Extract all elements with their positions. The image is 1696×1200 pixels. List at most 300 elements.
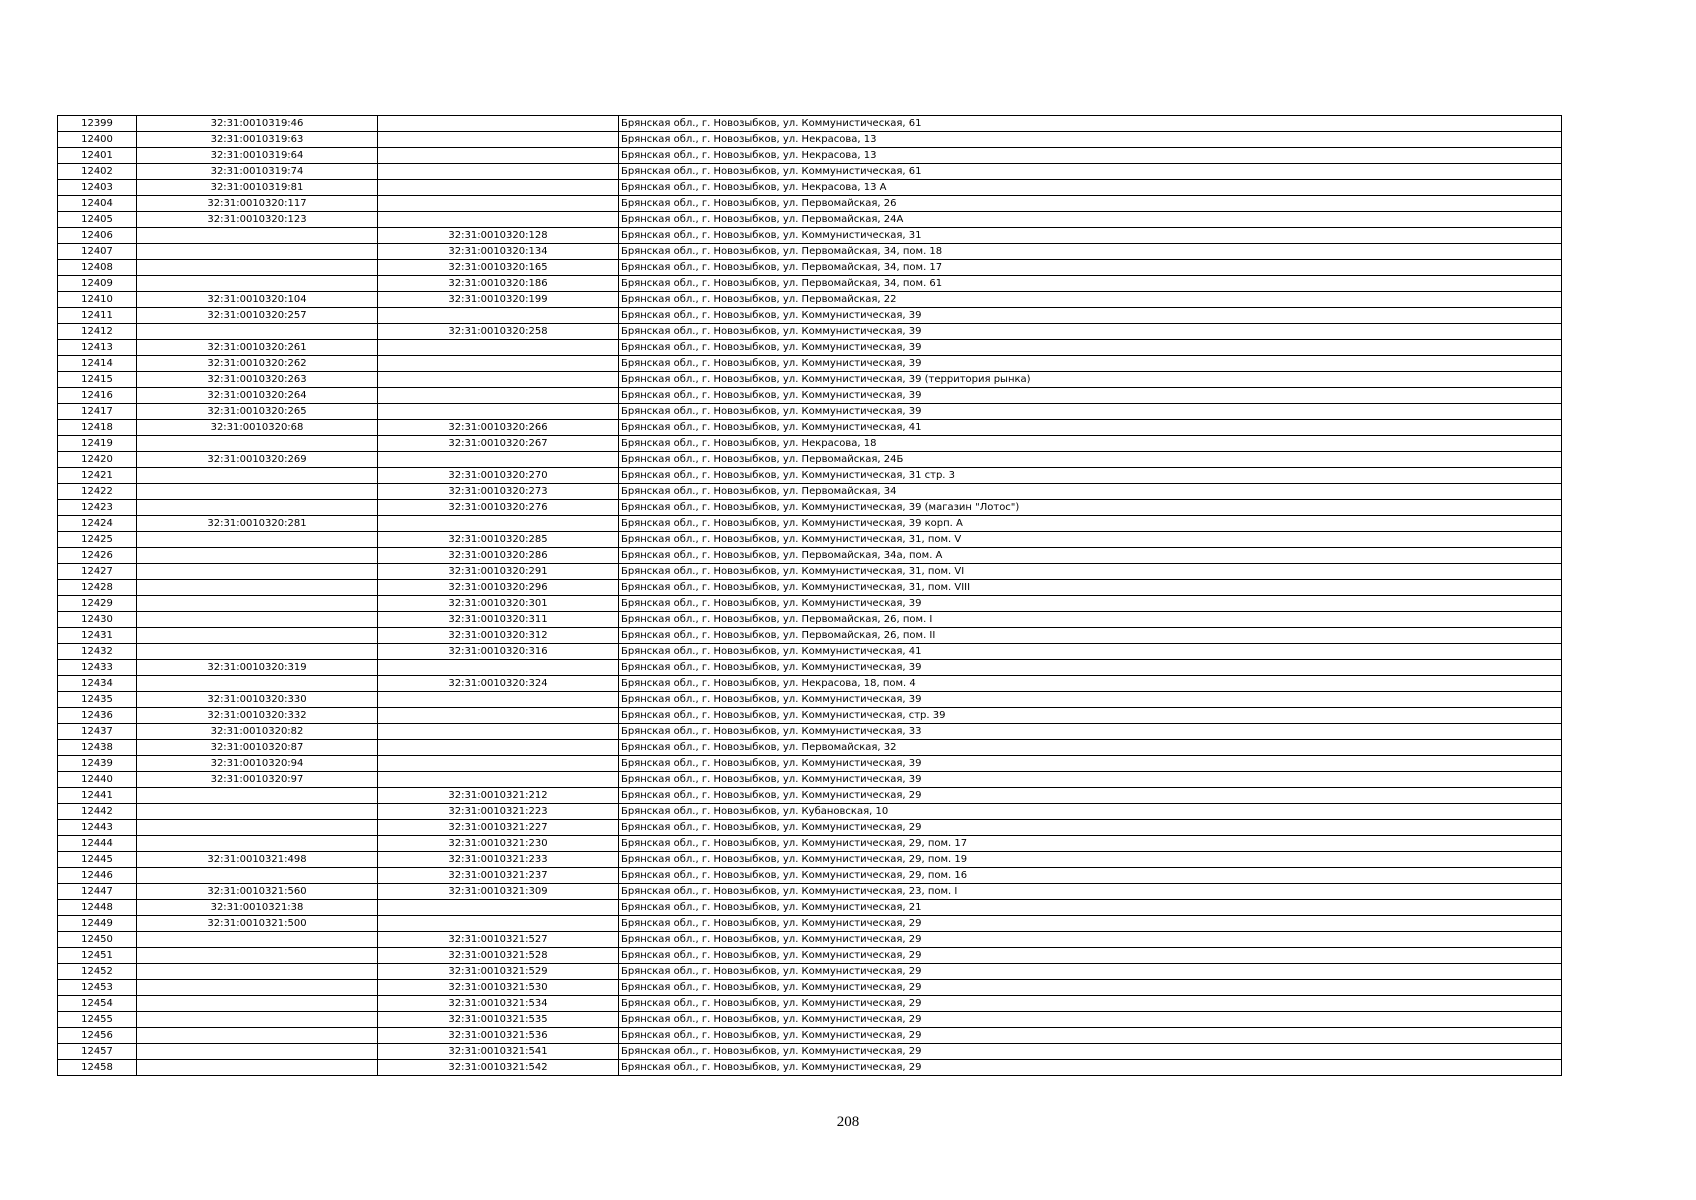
parcel-number-cell: 32:31:0010320:281 xyxy=(137,516,378,532)
parcel-number-cell: 32:31:0010320:68 xyxy=(137,420,378,436)
row-number-cell: 12457 xyxy=(58,1044,137,1060)
address-cell: Брянская обл., г. Новозыбков, ул. Коммунистическая, 39 xyxy=(619,772,1562,788)
parcel-number-cell: 32:31:0010320:257 xyxy=(137,308,378,324)
row-number-cell: 12424 xyxy=(58,516,137,532)
building-number-cell xyxy=(378,916,619,932)
address-cell: Брянская обл., г. Новозыбков, ул. Первомайская, 26, пом. II xyxy=(619,628,1562,644)
parcel-number-cell xyxy=(137,980,378,996)
parcel-number-cell xyxy=(137,612,378,628)
address-cell: Брянская обл., г. Новозыбков, ул. Коммунистическая, 29 xyxy=(619,916,1562,932)
row-number-cell: 12406 xyxy=(58,228,137,244)
building-number-cell: 32:31:0010321:530 xyxy=(378,980,619,996)
row-number-cell: 12444 xyxy=(58,836,137,852)
row-number-cell: 12411 xyxy=(58,308,137,324)
row-number-cell: 12416 xyxy=(58,388,137,404)
row-number-cell: 12443 xyxy=(58,820,137,836)
parcel-number-cell: 32:31:0010320:82 xyxy=(137,724,378,740)
table-row xyxy=(58,484,1562,500)
row-number-cell: 12435 xyxy=(58,692,137,708)
building-number-cell xyxy=(378,340,619,356)
row-number-cell: 12441 xyxy=(58,788,137,804)
parcel-number-cell: 32:31:0010320:265 xyxy=(137,404,378,420)
parcel-number-cell: 32:31:0010320:330 xyxy=(137,692,378,708)
address-cell: Брянская обл., г. Новозыбков, ул. Коммунистическая, 29 xyxy=(619,788,1562,804)
address-cell: Брянская обл., г. Новозыбков, ул. Коммунистическая, 21 xyxy=(619,900,1562,916)
table-row xyxy=(58,404,1562,420)
address-cell: Брянская обл., г. Новозыбков, ул. Коммунистическая, 33 xyxy=(619,724,1562,740)
building-number-cell: 32:31:0010320:134 xyxy=(378,244,619,260)
row-number-cell: 12453 xyxy=(58,980,137,996)
table-row xyxy=(58,244,1562,260)
table-row xyxy=(58,772,1562,788)
address-cell: Брянская обл., г. Новозыбков, ул. Коммунистическая, 29 xyxy=(619,948,1562,964)
address-cell: Брянская обл., г. Новозыбков, ул. Коммунистическая, 39 xyxy=(619,596,1562,612)
building-number-cell xyxy=(378,180,619,196)
parcel-number-cell xyxy=(137,1044,378,1060)
address-cell: Брянская обл., г. Новозыбков, ул. Некрасова, 18 xyxy=(619,436,1562,452)
building-number-cell: 32:31:0010320:186 xyxy=(378,276,619,292)
parcel-number-cell: 32:31:0010320:97 xyxy=(137,772,378,788)
table-row xyxy=(58,164,1562,180)
building-number-cell: 32:31:0010321:233 xyxy=(378,852,619,868)
row-number-cell: 12418 xyxy=(58,420,137,436)
parcel-number-cell xyxy=(137,932,378,948)
parcel-number-cell xyxy=(137,996,378,1012)
building-number-cell: 32:31:0010321:535 xyxy=(378,1012,619,1028)
address-cell: Брянская обл., г. Новозыбков, ул. Коммунистическая, 29 xyxy=(619,1012,1562,1028)
row-number-cell: 12408 xyxy=(58,260,137,276)
address-cell: Брянская обл., г. Новозыбков, ул. Коммунистическая, 29, пом. 19 xyxy=(619,852,1562,868)
table-row xyxy=(58,436,1562,452)
table-row xyxy=(58,516,1562,532)
row-number-cell: 12404 xyxy=(58,196,137,212)
row-number-cell: 12454 xyxy=(58,996,137,1012)
building-number-cell: 32:31:0010320:258 xyxy=(378,324,619,340)
address-cell: Брянская обл., г. Новозыбков, ул. Коммунистическая, 29, пом. 16 xyxy=(619,868,1562,884)
parcel-number-cell: 32:31:0010320:269 xyxy=(137,452,378,468)
table-row xyxy=(58,724,1562,740)
building-number-cell xyxy=(378,196,619,212)
address-cell: Брянская обл., г. Новозыбков, ул. Коммунистическая, 39 (магазин "Лотос") xyxy=(619,500,1562,516)
address-cell: Брянская обл., г. Новозыбков, ул. Первомайская, 24А xyxy=(619,212,1562,228)
parcel-number-cell xyxy=(137,644,378,660)
building-number-cell xyxy=(378,404,619,420)
address-cell: Брянская обл., г. Новозыбков, ул. Коммунистическая, 41 xyxy=(619,644,1562,660)
table-row xyxy=(58,548,1562,564)
building-number-cell: 32:31:0010320:270 xyxy=(378,468,619,484)
parcel-number-cell xyxy=(137,228,378,244)
building-number-cell: 32:31:0010320:316 xyxy=(378,644,619,660)
parcel-number-cell xyxy=(137,468,378,484)
building-number-cell xyxy=(378,740,619,756)
parcel-number-cell: 32:31:0010320:94 xyxy=(137,756,378,772)
building-number-cell xyxy=(378,516,619,532)
row-number-cell: 12407 xyxy=(58,244,137,260)
building-number-cell: 32:31:0010320:267 xyxy=(378,436,619,452)
address-cell: Брянская обл., г. Новозыбков, ул. Первомайская, 34, пом. 17 xyxy=(619,260,1562,276)
row-number-cell: 12410 xyxy=(58,292,137,308)
building-number-cell: 32:31:0010321:309 xyxy=(378,884,619,900)
building-number-cell xyxy=(378,212,619,228)
row-number-cell: 12430 xyxy=(58,612,137,628)
parcel-number-cell: 32:31:0010319:64 xyxy=(137,148,378,164)
address-cell: Брянская обл., г. Новозыбков, ул. Некрасова, 13 А xyxy=(619,180,1562,196)
parcel-number-cell xyxy=(137,500,378,516)
table-row xyxy=(58,884,1562,900)
row-number-cell: 12438 xyxy=(58,740,137,756)
row-number-cell: 12450 xyxy=(58,932,137,948)
row-number-cell: 12399 xyxy=(58,116,137,132)
parcel-number-cell: 32:31:0010320:123 xyxy=(137,212,378,228)
building-number-cell: 32:31:0010320:128 xyxy=(378,228,619,244)
table-row xyxy=(58,452,1562,468)
address-cell: Брянская обл., г. Новозыбков, ул. Первомайская, 34, пом. 18 xyxy=(619,244,1562,260)
table-row xyxy=(58,612,1562,628)
parcel-number-cell: 32:31:0010320:319 xyxy=(137,660,378,676)
row-number-cell: 12458 xyxy=(58,1060,137,1076)
table-row xyxy=(58,228,1562,244)
building-number-cell xyxy=(378,452,619,468)
address-cell: Брянская обл., г. Новозыбков, ул. Коммунистическая, 31, пом. VI xyxy=(619,564,1562,580)
building-number-cell: 32:31:0010320:312 xyxy=(378,628,619,644)
parcel-number-cell: 32:31:0010320:332 xyxy=(137,708,378,724)
address-cell: Брянская обл., г. Новозыбков, ул. Коммунистическая, стр. 39 xyxy=(619,708,1562,724)
parcel-number-cell xyxy=(137,820,378,836)
building-number-cell: 32:31:0010321:529 xyxy=(378,964,619,980)
table-row xyxy=(58,756,1562,772)
building-number-cell xyxy=(378,692,619,708)
table-row xyxy=(58,212,1562,228)
row-number-cell: 12425 xyxy=(58,532,137,548)
parcel-number-cell xyxy=(137,596,378,612)
parcel-number-cell: 32:31:0010319:74 xyxy=(137,164,378,180)
address-cell: Брянская обл., г. Новозыбков, ул. Первомайская, 26, пом. I xyxy=(619,612,1562,628)
building-number-cell: 32:31:0010320:266 xyxy=(378,420,619,436)
address-cell: Брянская обл., г. Новозыбков, ул. Коммунистическая, 29 xyxy=(619,1044,1562,1060)
parcel-number-cell xyxy=(137,628,378,644)
building-number-cell: 32:31:0010321:542 xyxy=(378,1060,619,1076)
row-number-cell: 12413 xyxy=(58,340,137,356)
row-number-cell: 12437 xyxy=(58,724,137,740)
parcel-number-cell xyxy=(137,260,378,276)
table-row xyxy=(58,116,1562,132)
row-number-cell: 12452 xyxy=(58,964,137,980)
address-cell: Брянская обл., г. Новозыбков, ул. Коммунистическая, 39 xyxy=(619,404,1562,420)
table-row xyxy=(58,132,1562,148)
table-row xyxy=(58,708,1562,724)
parcel-number-cell: 32:31:0010321:500 xyxy=(137,916,378,932)
address-cell: Брянская обл., г. Новозыбков, ул. Коммунистическая, 61 xyxy=(619,116,1562,132)
row-number-cell: 12426 xyxy=(58,548,137,564)
address-cell: Брянская обл., г. Новозыбков, ул. Коммунистическая, 39 xyxy=(619,660,1562,676)
table-row xyxy=(58,788,1562,804)
row-number-cell: 12440 xyxy=(58,772,137,788)
building-number-cell: 32:31:0010320:324 xyxy=(378,676,619,692)
building-number-cell xyxy=(378,116,619,132)
address-cell: Брянская обл., г. Новозыбков, ул. Коммунистическая, 29 xyxy=(619,1060,1562,1076)
building-number-cell xyxy=(378,372,619,388)
table-row xyxy=(58,660,1562,676)
building-number-cell: 32:31:0010321:212 xyxy=(378,788,619,804)
table-row xyxy=(58,980,1562,996)
row-number-cell: 12402 xyxy=(58,164,137,180)
row-number-cell: 12434 xyxy=(58,676,137,692)
address-cell: Брянская обл., г. Новозыбков, ул. Некрасова, 13 xyxy=(619,148,1562,164)
row-number-cell: 12415 xyxy=(58,372,137,388)
table-row xyxy=(58,836,1562,852)
parcel-number-cell xyxy=(137,548,378,564)
parcel-number-cell: 32:31:0010320:117 xyxy=(137,196,378,212)
parcel-number-cell xyxy=(137,436,378,452)
row-number-cell: 12427 xyxy=(58,564,137,580)
table-row xyxy=(58,340,1562,356)
row-number-cell: 12417 xyxy=(58,404,137,420)
address-cell: Брянская обл., г. Новозыбков, ул. Первомайская, 32 xyxy=(619,740,1562,756)
row-number-cell: 12405 xyxy=(58,212,137,228)
building-number-cell: 32:31:0010321:230 xyxy=(378,836,619,852)
address-cell: Брянская обл., г. Новозыбков, ул. Коммунистическая, 29 xyxy=(619,1028,1562,1044)
row-number-cell: 12401 xyxy=(58,148,137,164)
table-row xyxy=(58,500,1562,516)
address-cell: Брянская обл., г. Новозыбков, ул. Кубановская, 10 xyxy=(619,804,1562,820)
table-row xyxy=(58,916,1562,932)
row-number-cell: 12448 xyxy=(58,900,137,916)
table-row xyxy=(58,324,1562,340)
table-row xyxy=(58,868,1562,884)
parcel-number-cell: 32:31:0010319:63 xyxy=(137,132,378,148)
parcel-number-cell xyxy=(137,964,378,980)
parcel-number-cell xyxy=(137,580,378,596)
address-cell: Брянская обл., г. Новозыбков, ул. Коммунистическая, 23, пом. I xyxy=(619,884,1562,900)
parcel-number-cell: 32:31:0010321:560 xyxy=(137,884,378,900)
building-number-cell xyxy=(378,164,619,180)
row-number-cell: 12428 xyxy=(58,580,137,596)
parcel-number-cell: 32:31:0010319:46 xyxy=(137,116,378,132)
parcel-number-cell: 32:31:0010319:81 xyxy=(137,180,378,196)
address-cell: Брянская обл., г. Новозыбков, ул. Первомайская, 22 xyxy=(619,292,1562,308)
parcel-number-cell xyxy=(137,948,378,964)
address-cell: Брянская обл., г. Новозыбков, ул. Коммунистическая, 39 xyxy=(619,692,1562,708)
address-cell: Брянская обл., г. Новозыбков, ул. Первомайская, 34а, пом. А xyxy=(619,548,1562,564)
registry-table xyxy=(57,115,1562,1076)
building-number-cell xyxy=(378,772,619,788)
parcel-number-cell: 32:31:0010321:498 xyxy=(137,852,378,868)
address-cell: Брянская обл., г. Новозыбков, ул. Коммунистическая, 39 корп. А xyxy=(619,516,1562,532)
table-row xyxy=(58,628,1562,644)
address-cell: Брянская обл., г. Новозыбков, ул. Первомайская, 24Б xyxy=(619,452,1562,468)
building-number-cell: 32:31:0010321:227 xyxy=(378,820,619,836)
parcel-number-cell xyxy=(137,868,378,884)
row-number-cell: 12420 xyxy=(58,452,137,468)
parcel-number-cell: 32:31:0010320:261 xyxy=(137,340,378,356)
row-number-cell: 12431 xyxy=(58,628,137,644)
table-row xyxy=(58,692,1562,708)
parcel-number-cell: 32:31:0010320:87 xyxy=(137,740,378,756)
address-cell: Брянская обл., г. Новозыбков, ул. Коммунистическая, 39 xyxy=(619,388,1562,404)
row-number-cell: 12456 xyxy=(58,1028,137,1044)
parcel-number-cell xyxy=(137,484,378,500)
address-cell: Брянская обл., г. Новозыбков, ул. Первомайская, 34, пом. 61 xyxy=(619,276,1562,292)
row-number-cell: 12419 xyxy=(58,436,137,452)
building-number-cell xyxy=(378,308,619,324)
row-number-cell: 12447 xyxy=(58,884,137,900)
table-row xyxy=(58,580,1562,596)
parcel-number-cell: 32:31:0010320:104 xyxy=(137,292,378,308)
table-row xyxy=(58,820,1562,836)
building-number-cell: 32:31:0010321:541 xyxy=(378,1044,619,1060)
row-number-cell: 12449 xyxy=(58,916,137,932)
parcel-number-cell: 32:31:0010320:262 xyxy=(137,356,378,372)
row-number-cell: 12433 xyxy=(58,660,137,676)
building-number-cell: 32:31:0010320:285 xyxy=(378,532,619,548)
building-number-cell: 32:31:0010321:534 xyxy=(378,996,619,1012)
row-number-cell: 12423 xyxy=(58,500,137,516)
row-number-cell: 12451 xyxy=(58,948,137,964)
address-cell: Брянская обл., г. Новозыбков, ул. Коммунистическая, 31, пом. VIII xyxy=(619,580,1562,596)
table-row xyxy=(58,1044,1562,1060)
row-number-cell: 12439 xyxy=(58,756,137,772)
address-cell: Брянская обл., г. Новозыбков, ул. Коммунистическая, 41 xyxy=(619,420,1562,436)
table-row xyxy=(58,180,1562,196)
address-cell: Брянская обл., г. Новозыбков, ул. Коммунистическая, 39 xyxy=(619,356,1562,372)
parcel-number-cell xyxy=(137,676,378,692)
table-row xyxy=(58,1028,1562,1044)
row-number-cell: 12442 xyxy=(58,804,137,820)
row-number-cell: 12429 xyxy=(58,596,137,612)
parcel-number-cell xyxy=(137,836,378,852)
building-number-cell xyxy=(378,132,619,148)
parcel-number-cell: 32:31:0010320:264 xyxy=(137,388,378,404)
address-cell: Брянская обл., г. Новозыбков, ул. Коммунистическая, 39 (территория рынка) xyxy=(619,372,1562,388)
table-row xyxy=(58,596,1562,612)
row-number-cell: 12409 xyxy=(58,276,137,292)
page-number: 208 xyxy=(836,1114,860,1130)
address-cell: Брянская обл., г. Новозыбков, ул. Коммунистическая, 31, пом. V xyxy=(619,532,1562,548)
building-number-cell xyxy=(378,660,619,676)
address-cell: Брянская обл., г. Новозыбков, ул. Коммунистическая, 29, пом. 17 xyxy=(619,836,1562,852)
address-cell: Брянская обл., г. Новозыбков, ул. Коммунистическая, 31 стр. 3 xyxy=(619,468,1562,484)
building-number-cell: 32:31:0010320:296 xyxy=(378,580,619,596)
address-cell: Брянская обл., г. Новозыбков, ул. Коммунистическая, 31 xyxy=(619,228,1562,244)
table-row xyxy=(58,852,1562,868)
address-cell: Брянская обл., г. Новозыбков, ул. Коммунистическая, 29 xyxy=(619,964,1562,980)
building-number-cell: 32:31:0010320:199 xyxy=(378,292,619,308)
row-number-cell: 12436 xyxy=(58,708,137,724)
address-cell: Брянская обл., г. Новозыбков, ул. Некрасова, 13 xyxy=(619,132,1562,148)
address-cell: Брянская обл., г. Новозыбков, ул. Первомайская, 26 xyxy=(619,196,1562,212)
parcel-number-cell: 32:31:0010320:263 xyxy=(137,372,378,388)
building-number-cell: 32:31:0010320:276 xyxy=(378,500,619,516)
table-row xyxy=(58,932,1562,948)
row-number-cell: 12403 xyxy=(58,180,137,196)
parcel-number-cell xyxy=(137,1060,378,1076)
address-cell: Брянская обл., г. Новозыбков, ул. Некрасова, 18, пом. 4 xyxy=(619,676,1562,692)
row-number-cell: 12455 xyxy=(58,1012,137,1028)
row-number-cell: 12445 xyxy=(58,852,137,868)
table-row xyxy=(58,276,1562,292)
building-number-cell: 32:31:0010320:165 xyxy=(378,260,619,276)
address-cell: Брянская обл., г. Новозыбков, ул. Коммунистическая, 61 xyxy=(619,164,1562,180)
row-number-cell: 12400 xyxy=(58,132,137,148)
parcel-number-cell xyxy=(137,532,378,548)
building-number-cell: 32:31:0010320:273 xyxy=(378,484,619,500)
parcel-number-cell xyxy=(137,788,378,804)
building-number-cell: 32:31:0010321:527 xyxy=(378,932,619,948)
registry-table-body xyxy=(58,116,1562,1076)
parcel-number-cell xyxy=(137,244,378,260)
building-number-cell xyxy=(378,900,619,916)
parcel-number-cell xyxy=(137,1012,378,1028)
building-number-cell: 32:31:0010321:223 xyxy=(378,804,619,820)
table-row xyxy=(58,900,1562,916)
row-number-cell: 12422 xyxy=(58,484,137,500)
table-row xyxy=(58,964,1562,980)
table-row xyxy=(58,388,1562,404)
row-number-cell: 12446 xyxy=(58,868,137,884)
parcel-number-cell xyxy=(137,324,378,340)
building-number-cell xyxy=(378,708,619,724)
parcel-number-cell: 32:31:0010321:38 xyxy=(137,900,378,916)
address-cell: Брянская обл., г. Новозыбков, ул. Коммунистическая, 39 xyxy=(619,308,1562,324)
table-row xyxy=(58,372,1562,388)
table-row xyxy=(58,564,1562,580)
table-row xyxy=(58,676,1562,692)
parcel-number-cell xyxy=(137,1028,378,1044)
building-number-cell: 32:31:0010320:311 xyxy=(378,612,619,628)
row-number-cell: 12432 xyxy=(58,644,137,660)
table-row xyxy=(58,948,1562,964)
table-row xyxy=(58,196,1562,212)
row-number-cell: 12414 xyxy=(58,356,137,372)
table-row xyxy=(58,148,1562,164)
table-row xyxy=(58,804,1562,820)
address-cell: Брянская обл., г. Новозыбков, ул. Коммунистическая, 29 xyxy=(619,980,1562,996)
address-cell: Брянская обл., г. Новозыбков, ул. Коммунистическая, 39 xyxy=(619,340,1562,356)
table-row xyxy=(58,308,1562,324)
row-number-cell: 12412 xyxy=(58,324,137,340)
building-number-cell xyxy=(378,356,619,372)
building-number-cell: 32:31:0010320:301 xyxy=(378,596,619,612)
building-number-cell xyxy=(378,756,619,772)
row-number-cell: 12421 xyxy=(58,468,137,484)
address-cell: Брянская обл., г. Новозыбков, ул. Коммунистическая, 29 xyxy=(619,932,1562,948)
address-cell: Брянская обл., г. Новозыбков, ул. Коммунистическая, 29 xyxy=(619,996,1562,1012)
address-cell: Брянская обл., г. Новозыбков, ул. Коммунистическая, 39 xyxy=(619,756,1562,772)
address-cell: Брянская обл., г. Новозыбков, ул. Первомайская, 34 xyxy=(619,484,1562,500)
parcel-number-cell xyxy=(137,276,378,292)
building-number-cell: 32:31:0010320:286 xyxy=(378,548,619,564)
building-number-cell: 32:31:0010321:237 xyxy=(378,868,619,884)
table-row xyxy=(58,468,1562,484)
table-row xyxy=(58,420,1562,436)
address-cell: Брянская обл., г. Новозыбков, ул. Коммунистическая, 39 xyxy=(619,324,1562,340)
building-number-cell xyxy=(378,148,619,164)
building-number-cell xyxy=(378,388,619,404)
building-number-cell: 32:31:0010321:536 xyxy=(378,1028,619,1044)
parcel-number-cell xyxy=(137,804,378,820)
table-row xyxy=(58,260,1562,276)
building-number-cell: 32:31:0010320:291 xyxy=(378,564,619,580)
building-number-cell: 32:31:0010321:528 xyxy=(378,948,619,964)
table-row xyxy=(58,740,1562,756)
table-row xyxy=(58,292,1562,308)
table-row xyxy=(58,644,1562,660)
table-row xyxy=(58,1012,1562,1028)
table-row xyxy=(58,1060,1562,1076)
table-row xyxy=(58,532,1562,548)
building-number-cell xyxy=(378,724,619,740)
address-cell: Брянская обл., г. Новозыбков, ул. Коммунистическая, 29 xyxy=(619,820,1562,836)
